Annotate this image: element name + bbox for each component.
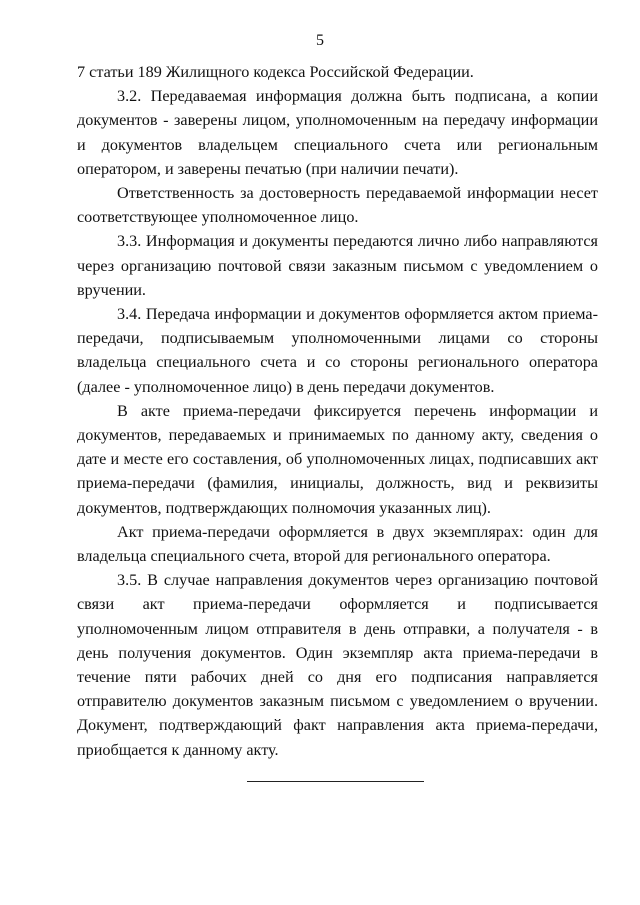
paragraph-act-contents: В акте приема-передачи фиксируется перечень информации и документов, передаваемых и принимаемых по данному акту, сведения о дате и месте его составления, об уполномоченных лицах, подписавших акт приема-передачи (фамилия, инициалы, должность, вид и реквизиты документов, подтверждающих полномочия указанных лиц). [77, 401, 598, 517]
paragraph-3-3: 3.3. Информация и документы передаются лично либо направляются через организацию почтовой связи заказным письмом с уведомлением о вручении. [77, 232, 598, 299]
paragraph-continuation: 7 статьи 189 Жилищного кодекса Российской Федерации. [77, 63, 474, 81]
document-body [77, 60, 598, 762]
paragraph-responsibility: Ответственность за достоверность передаваемой информации несет соответствующее уполномоченное лицо. [77, 184, 598, 227]
paragraph-act-copies: Акт приема-передачи оформляется в двух экземплярах: один для владельца специального счета, второй для регионального оператора. [77, 522, 598, 566]
paragraph-3-4: 3.4. Передача информации и документов оформляется актом приема-передачи, подписываемым уполномоченными лицами со стороны владельца специального счета и со стороны регионального оператора (далее - уполномоченное лицо) в день передачи документов. [77, 305, 598, 396]
paragraph-3-5: 3.5. В случае направления документов через организацию почтовой связи акт приема-передачи оформляется и подписывается уполномоченным лицом отправителя в день отправки, а получателя - в день получения документов. Один экземпляр акта приема-передачи в течение пяти рабочих дней со дня его подписания направляется отправителю документов заказным письмом с уведомлением о вручении. Документ, подтверждающий факт направления акта приема-передачи, приобщается к данному акту. [77, 571, 598, 759]
paragraph-3-2: 3.2. Передаваемая информация должна быть подписана, а копии документов - заверены лицом, уполномоченным на передачу информации и документов владельцем специального счета или региональным оператором, и заверены печатью (при наличии печати). [77, 87, 598, 178]
closing-divider-line [247, 781, 424, 782]
page-number: 5 [316, 32, 324, 49]
